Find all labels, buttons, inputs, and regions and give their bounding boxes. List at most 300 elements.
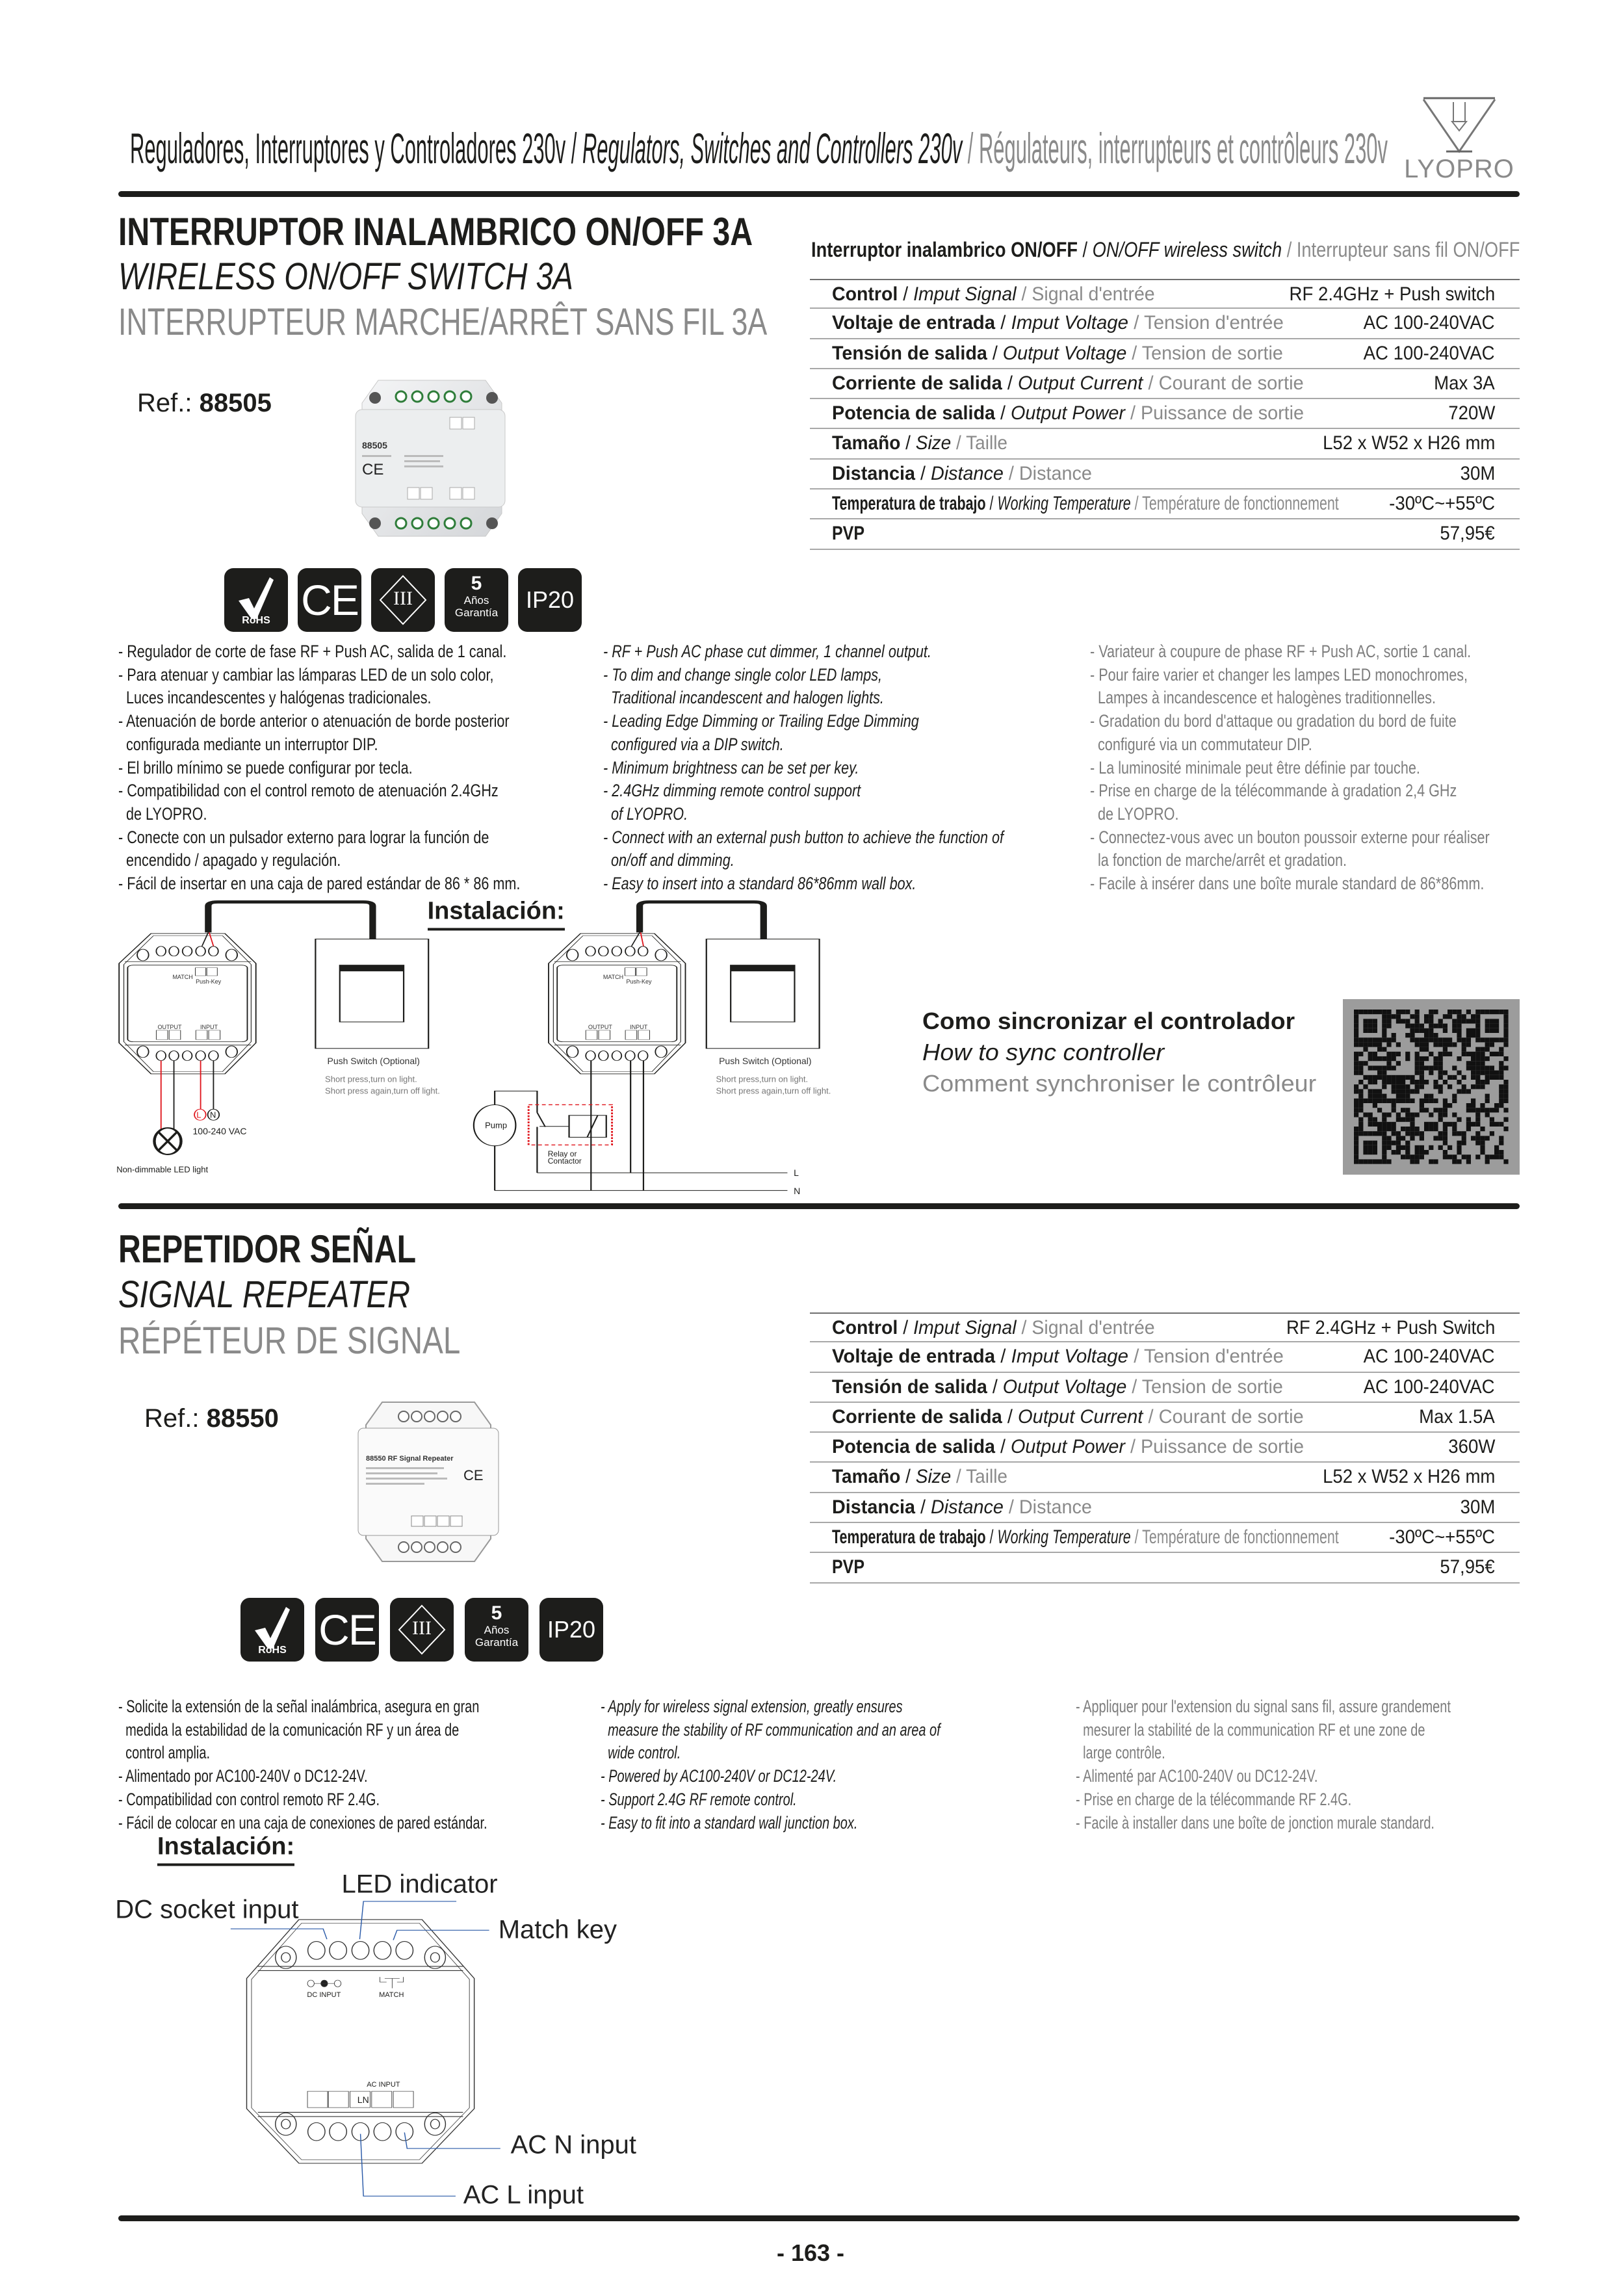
spec-label-text [832,284,1155,305]
description-line: - Easy to insert into a standard 86*86mm wall box. [603,874,916,894]
spec-value: AC 100-240VAC [1363,1376,1495,1398]
spec-value: -30ºC~+55ºC [1389,1526,1495,1548]
spec-label-fr: Signal d'entrée [1032,283,1155,305]
spec-label-en: Output Voltage [1002,342,1127,364]
spec-row [810,1373,1520,1403]
spec-label-es: Voltaje de entrada [832,1346,996,1368]
description-line: - Para atenuar y cambiar las lámparas LED de un solo color, [118,664,494,685]
spec-row [810,1523,1520,1553]
description-line: - Compatibilidad con el control remoto de atenuación 2.4GHz [118,781,499,801]
separator: / [898,1317,914,1338]
spec-row [810,279,1520,309]
spec-label-es: Distancia [832,1496,915,1518]
line-l-label: L [794,1168,799,1178]
description-line: - Alimenté par AC100-240V ou DC12-24V. [1076,1766,1318,1786]
spec-label [832,1497,1103,1518]
description-line: - Apply for wireless signal extension, greatly ensures [601,1697,903,1716]
spec-value: RF 2.4GHz + Push switch [1289,283,1495,305]
lamp-icon [154,1128,181,1155]
match-label: MATCH [379,1991,404,2000]
spec-label-es: Potencia de salida [832,402,996,424]
separator: / [1282,238,1297,261]
separator: / [898,283,914,305]
push-key-label: Push-Key [196,978,222,985]
spec-label-es: Distancia [832,462,915,484]
ref-label: Ref.: [137,389,200,417]
description-line: mesurer la stabilité de la communication RF et une zone de [1076,1719,1425,1740]
separator: / [1002,372,1019,394]
ac-input-label: AC INPUT [367,2080,400,2089]
separator: / [962,124,979,172]
description-line: - Minimum brightness can be set per key. [603,757,859,777]
description-line: - Fácil de colocar en una caja de conexiones de pared estándar. [118,1812,487,1833]
separator: / [995,1436,1011,1458]
separator: / [995,312,1011,334]
product1-title-es [118,209,906,254]
spec-label-es: Potencia de salida [832,1436,996,1458]
separator: / [987,342,1003,364]
output-label: OUTPUT [588,1023,612,1030]
spec-value: RF 2.4GHz + Push Switch [1286,1317,1495,1338]
match-label: MATCH [603,973,624,980]
spec-row [810,1463,1520,1493]
product2-description-en [601,1695,1059,1834]
description-line: - El brillo mínimo se puede configurar por tecla. [118,757,413,777]
description-line: configurada mediante un interruptor DIP. [118,734,378,754]
spec-value: 720W [1448,402,1495,424]
description-line: - Easy to fit into a standard wall junction box. [601,1812,858,1833]
spec-label-text [832,1318,1155,1338]
separator: / [900,1466,916,1488]
separator: / [1016,283,1032,305]
pump-label: Pump [485,1120,508,1130]
spec-label-fr: Température de fonctionnement [1142,493,1339,515]
separator: / [995,1346,1011,1368]
lamp-label: Non-dimmable LED light [116,1164,209,1175]
separator: / [1003,1496,1019,1518]
spec-row [810,1403,1520,1433]
spec-label [832,284,1172,305]
class-label: III [412,1617,432,1639]
push-switch-label: Push Switch (Optional) [327,1055,420,1066]
spec-value: AC 100-240VAC [1363,312,1495,334]
input-label: INPUT [630,1023,648,1030]
class-iii-badge [390,1598,454,1662]
ip-rating-badge [539,1598,603,1662]
spec-value: 30M [1460,1496,1495,1518]
description-line: of LYOPRO. [603,803,688,824]
description-line: - Alimentado por AC100-240V o DC12-24V. [118,1766,368,1786]
header-title [130,122,1388,174]
spec-label [832,1407,1319,1428]
title-text: RÉPÉTEUR DE SIGNAL [118,1320,461,1362]
spec-label-es: PVP [832,1556,865,1578]
spec-row [810,1553,1520,1583]
short-press-on-note: Short press,turn on light. [325,1074,417,1084]
spec-label [832,313,1293,333]
spec-label-text [832,523,864,544]
warranty-badge [445,568,508,632]
product2-reference [144,1404,279,1433]
relay-label: Relay or [547,1149,577,1158]
description-line: - Pour faire varier et changer les lampes LED monochromes, [1090,664,1468,685]
separator: / [985,1526,998,1548]
title-text: REPETIDOR SEÑAL [118,1227,417,1271]
spec-label-en: Working Temperature [997,1526,1131,1548]
spec-value: Max 3A [1434,372,1495,394]
spec-label [832,433,1020,454]
description-line: - Conecte con un pulsador externo para lograr la función de [118,827,489,847]
spec-header-text [811,238,1520,262]
separator: / [995,402,1011,424]
spec-label-fr: Tension de sortie [1141,1376,1283,1398]
spec-label [832,1557,871,1578]
separator: / [1077,238,1093,261]
spec-label [832,1346,1293,1367]
spec-header-es: Interruptor inalambrico ON/OFF [811,238,1078,261]
spec-value: L52 x W52 x H26 mm [1322,432,1495,454]
description-line: - Gradation du bord d'attaque ou gradation du bord de fuite [1090,711,1457,731]
spec-label-fr: Courant de sortie [1158,372,1304,394]
ip-rating: IP20 [547,1616,596,1643]
title-text: INTERRUPTEUR MARCHE/ARRÊT SANS FIL 3A [118,301,768,343]
spec-value: 57,95€ [1440,1556,1495,1578]
short-press-on-note: Short press,turn on light. [716,1074,809,1084]
spec-value: L52 x W52 x H26 mm [1322,1466,1495,1488]
warranty-label: Garantía [474,1636,519,1649]
title-text: INTERRUPTOR INALAMBRICO ON/OFF 3A [118,210,753,254]
description-line: - RF + Push AC phase cut dimmer, 1 channel output. [603,642,931,661]
spec-label-es: Temperatura de trabajo [832,493,986,515]
description-line: - Fácil de insertar en una caja de pared estándar de 86 * 86 mm. [118,874,521,894]
rohs-label: RoHS [242,615,270,626]
header-title-es: Reguladores, Interruptores y Controladores 230v [130,124,566,172]
spec-value: AC 100-240VAC [1363,1346,1495,1368]
spec-row [810,519,1520,549]
spec-label-es: Voltaje de entrada [832,312,996,334]
spec-label-text [832,1407,1304,1428]
description-line: - Solicite la extensión de la señal inalámbrica, asegura en gran [118,1697,480,1716]
installation-heading: Instalación: [157,1833,294,1866]
class-iii-badge [371,568,435,632]
description-line: - Prise en charge de la télécommande à gradation 2,4 GHz [1090,781,1457,801]
match-key-label: Match key [498,1915,617,1944]
description-line: - 2.4GHz dimming remote control support [603,781,861,801]
warranty-years: 5 [491,1602,502,1624]
spec-label-text [832,1557,864,1578]
rohs-badge [240,1598,304,1662]
description-line: - Atenuación de borde anterior o atenuación de borde posterior [118,711,510,731]
spec-label-fr: Température de fonctionnement [1142,1526,1339,1548]
product1-description-en [603,640,1104,896]
separator: / [915,462,931,484]
spec-label-text [832,1377,1283,1398]
spec-label [832,373,1319,394]
description-line: - To dim and change single color LED lamps, [603,664,883,685]
product1-spec-table [810,279,1520,550]
description-line: measure the stability of RF communication and an area of [601,1719,941,1740]
installation-heading: Instalación: [428,897,565,930]
description-line: - Powered by AC100-240V or DC12-24V. [601,1766,837,1786]
spec-label [832,523,871,544]
output-label: OUTPUT [157,1023,182,1030]
ip-rating-badge [518,568,582,632]
separator: / [1124,1436,1141,1458]
warranty-years: 5 [471,573,482,594]
spec-label-text [832,343,1283,364]
product2-spec-table [810,1312,1520,1584]
spec-label [832,463,1103,484]
spec-label-fr: Tension d'entrée [1144,312,1284,334]
spec-header-en: ON/OFF wireless switch [1092,238,1282,261]
divider [118,191,1520,197]
separator: / [951,432,967,454]
svg-text:CE: CE [463,1467,484,1483]
product1-spec-header [811,238,1623,262]
warranty-unit: Años [484,1624,510,1636]
spec-label-es: Tamaño [832,432,901,454]
photo-label: 88505 [362,440,387,450]
ac-n-input-label: AC N input [510,2130,637,2159]
description-line: large contrôle. [1076,1743,1165,1763]
product2-title-es [118,1227,489,1272]
description-line: - Support 2.4G RF remote control. [601,1789,797,1809]
spec-label-fr: Tension de sortie [1141,342,1283,364]
class-label: III [393,588,413,609]
spec-label-text [832,1437,1304,1457]
match-label: MATCH [172,973,193,980]
ac-l-input-label: AC L input [463,2180,584,2210]
line-n-label: N [794,1185,801,1196]
spec-value: AC 100-240VAC [1363,342,1495,364]
spec-label-en: Imput Signal [913,1317,1017,1338]
product1-installation-diagram [110,897,858,1201]
description-line: Luces incandescentes y halógenas tradicionales. [118,688,432,708]
description-line: - Compatibilidad con control remoto RF 2.4G. [118,1789,380,1809]
description-line: - Prise en charge de la télécommande RF 2.4G. [1076,1789,1352,1809]
spec-label-text [832,1527,1339,1548]
ref-label: Ref.: [144,1404,207,1433]
ce-mark-icon: CE [318,1606,376,1654]
spec-row [810,369,1520,399]
separator: / [951,1466,967,1488]
spec-value: 30M [1460,462,1495,484]
spec-label-en: Size [915,432,952,454]
sync-title-fr: Comment synchroniser le contrôleur [922,1070,1317,1097]
description-line: de LYOPRO. [118,803,207,824]
spec-label-en: Distance [930,1496,1004,1518]
spec-label [832,403,1324,424]
ln-terminal-label: LN [357,2094,369,2105]
separator: / [987,1376,1003,1398]
title-text: WIRELESS ON/OFF SWITCH 3A [118,255,573,298]
product1-title-en [118,255,681,298]
spec-label-en: Working Temperature [997,493,1131,515]
short-press-off-note: Short press again,turn off light. [325,1086,440,1096]
spec-label-en: Imput Signal [913,283,1017,305]
spec-label-es: Control [832,1317,898,1338]
spec-label-text [832,463,1092,484]
header-title-fr: Régulateurs, interrupteurs et contrôleurs 230v [978,124,1388,172]
description-line: - Facile à insérer dans une boîte murale standard de 86*86mm. [1090,874,1485,894]
spec-row [810,1433,1520,1463]
svg-text:CE: CE [362,461,384,478]
sync-instructions [922,1008,1317,1097]
dc-input-label: DC INPUT [307,1991,341,2000]
spec-label [832,1377,1303,1398]
description-line: configured via a DIP switch. [603,734,784,754]
spec-header-fr: Interrupteur sans fil ON/OFF [1296,238,1520,261]
contactor-label: Contactor [547,1156,582,1166]
title-text: SIGNAL REPEATER [118,1273,411,1316]
ce-badge [298,568,361,632]
warranty-badge [465,1598,528,1662]
spec-label-en: Imput Voltage [1011,1346,1129,1368]
spec-row [810,1342,1520,1372]
header-title-en: Regulators, Switches and Controllers 230v [582,124,963,172]
separator: / [1128,1346,1145,1368]
separator: / [1124,402,1141,424]
logo-text: LYOPRO [1404,155,1514,183]
description-line: - Leading Edge Dimming or Trailing Edge Dimming [603,711,919,731]
separator: / [1002,1405,1019,1428]
separator: / [915,1496,931,1518]
description-line: - Appliquer pour l'extension du signal sans fil, assure grandement [1076,1697,1451,1716]
spec-label-text [832,1497,1092,1518]
description-line: encendido / apagado y regulación. [118,850,341,870]
sync-title-es: Como sincronizar el controlador [922,1008,1295,1034]
input-label: INPUT [200,1023,218,1030]
spec-value: 360W [1448,1436,1495,1458]
sync-title-en: How to sync controller [922,1039,1165,1065]
spec-row [810,339,1520,369]
spec-label-fr: Tension d'entrée [1144,1346,1284,1368]
product1-description-es [118,640,621,896]
spec-value: 57,95€ [1440,523,1495,545]
product1-photo [339,377,508,553]
spec-label-es: Corriente de salida [832,1405,1002,1428]
description-line: - Regulador de corte de fase RF + Push AC, salida de 1 canal. [118,642,507,661]
spec-label-text [832,373,1304,394]
separator: / [1016,1317,1032,1338]
description-line: la fonction de marche/arrêt et gradation. [1090,850,1347,870]
ce-mark-icon: CE [301,576,358,624]
spec-label-en: Output Current [1018,372,1143,394]
spec-label-text [832,403,1304,424]
push-key-label: Push-Key [626,978,652,985]
divider [118,2215,1520,2221]
separator: / [1143,1405,1159,1428]
spec-label [832,343,1303,364]
spec-label-es: Corriente de salida [832,372,1002,394]
push-switch-label: Push Switch (Optional) [719,1055,812,1066]
spec-label-text [832,313,1284,333]
spec-label-fr: Puissance de sortie [1140,402,1305,424]
spec-label-fr: Distance [1019,462,1092,484]
spec-label-es: Control [832,283,898,305]
controller-device-icon [119,933,255,1074]
description-line: wide control. [601,1743,681,1763]
spec-label-es: Tensión de salida [832,342,987,364]
description-line: - Facile à installer dans une boîte de jonction murale standard. [1076,1812,1435,1833]
separator: / [565,124,582,172]
separator: / [1126,342,1142,364]
spec-label-fr: Courant de sortie [1158,1405,1304,1428]
description-line: - Variateur à coupure de phase RF + Push AC, sortie 1 canal. [1090,642,1472,661]
spec-label-fr: Taille [966,432,1008,454]
n-terminal-label: N [209,1110,216,1120]
spec-label-text [832,1467,1007,1487]
product2-title-en [118,1273,467,1316]
product2-title-fr [118,1319,535,1363]
product1-description-fr [1090,640,1589,896]
spec-label-es: Tamaño [832,1466,901,1488]
spec-label-en: Output Current [1018,1405,1143,1428]
warranty-unit: Años [463,594,489,607]
product2-description-es [118,1695,617,1834]
short-press-off-note: Short press again,turn off light. [716,1086,831,1096]
spec-label-es: Tensión de salida [832,1376,987,1398]
l-terminal-label: L [196,1110,201,1120]
led-indicator-label: LED indicator [341,1870,498,1899]
spec-label-text [832,493,1339,514]
spec-label-en: Output Power [1011,1436,1125,1458]
dc-socket-label: DC socket input [115,1895,299,1924]
description-line: on/off and dimming. [603,850,734,870]
spec-label-en: Imput Voltage [1011,312,1129,334]
spec-row [810,1312,1520,1342]
spec-row [810,489,1520,519]
ip-rating: IP20 [525,586,575,613]
description-line: control amplia. [118,1743,211,1763]
spec-label-en: Size [915,1466,952,1488]
spec-row [810,460,1520,489]
product2-photo [346,1399,510,1565]
separator: / [1003,462,1019,484]
spec-label-es: Temperatura de trabajo [832,1526,986,1548]
spec-row [810,309,1520,339]
spec-label-text [832,1346,1284,1367]
description-line: - Connectez-vous avec un bouton poussoir externe pour réaliser [1090,827,1490,847]
spec-label-fr: Signal d'entrée [1032,1317,1155,1338]
separator: / [1126,1376,1142,1398]
qr-code[interactable] [1343,999,1520,1175]
spec-label [832,1437,1324,1457]
rohs-badge [224,568,288,632]
photo-label: 88550 RF Signal Repeater [366,1455,454,1463]
separator: / [985,493,998,515]
page-number: - 163 - [777,2239,845,2266]
description-line: Lampes à incandescence et halogènes traditionnelles. [1090,688,1436,708]
ref-number: 88550 [206,1404,279,1433]
description-line: de LYOPRO. [1090,803,1179,824]
spec-value: Max 1.5A [1419,1405,1495,1428]
separator: / [1130,493,1143,515]
spec-label-es: PVP [832,523,865,545]
spec-value: -30ºC~+55ºC [1389,493,1495,515]
description-line: Traditional incandescent and halogen lights. [603,688,884,708]
rohs-label: RoHS [258,1645,287,1656]
ref-number: 88505 [199,389,272,417]
spec-label [832,1318,1172,1338]
description-line: - La luminosité minimale peut être définie par touche. [1090,757,1420,777]
product2-description-fr [1076,1695,1583,1834]
separator: / [1143,372,1159,394]
warranty-label: Garantía [454,607,499,619]
divider [118,1203,1520,1209]
spec-row [810,399,1520,429]
spec-label-fr: Puissance de sortie [1140,1436,1305,1458]
